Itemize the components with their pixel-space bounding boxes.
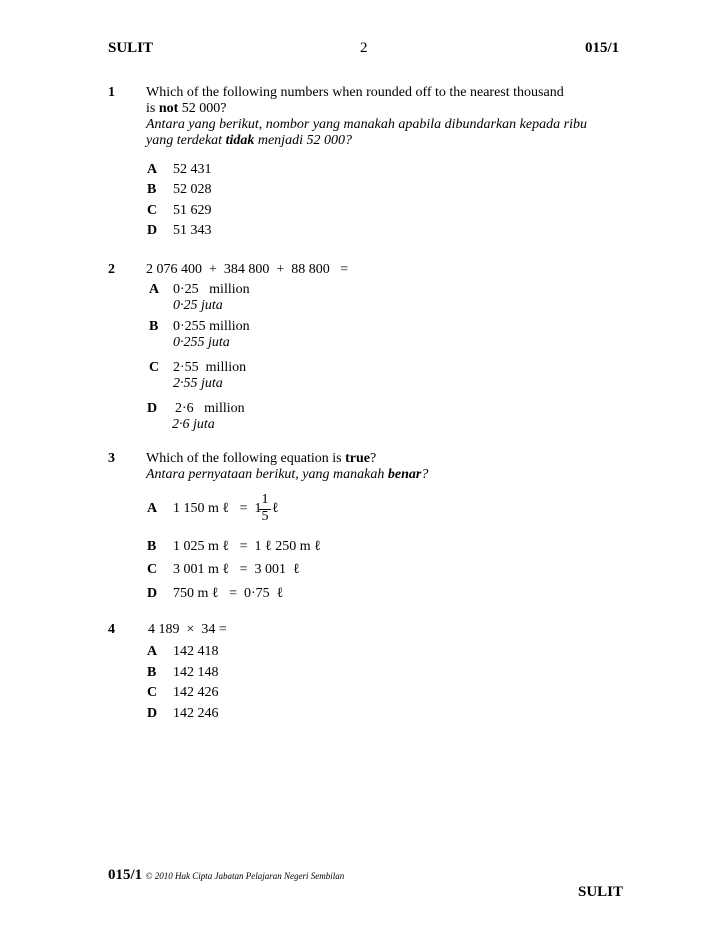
footer-sulit: SULIT	[578, 884, 624, 900]
option-letter: C	[147, 203, 158, 218]
question-stem: 2 076 400 + 384 800 + 88 800 =	[146, 262, 349, 277]
question-stem: 4 189 × 34 =	[148, 622, 227, 637]
option-text: 1 025 m ℓ = 1 ℓ 250 m ℓ	[173, 539, 321, 554]
page-number: 2	[360, 40, 368, 56]
option-text-en: 0·25 million	[173, 282, 250, 297]
option-text: 52 431	[173, 162, 212, 177]
option-letter: B	[149, 319, 159, 334]
fraction-denominator: 5	[261, 509, 269, 524]
litre-unit: ℓ	[272, 501, 279, 516]
header-paper-code: 015/1	[585, 40, 620, 56]
option-text: 51 343	[173, 223, 212, 238]
option-text: 142 418	[173, 644, 219, 659]
question-number: 1	[108, 85, 115, 100]
option-letter: A	[149, 282, 160, 297]
question-text-ms-line2: yang terdekat tidak menjadi 52 000?	[146, 133, 352, 148]
option-letter: D	[147, 223, 158, 238]
option-letter: C	[147, 562, 158, 577]
option-text: 142 246	[173, 706, 219, 721]
option-text-en: 0·255 million	[173, 319, 250, 334]
question-text-ms: Antara yang berikut, nombor yang manakah apabila dibundarkan kepada ribu	[146, 117, 587, 132]
option-letter: D	[147, 586, 158, 601]
option-text-ms: 0·25 juta	[173, 298, 223, 313]
question-text-en: Which of the following numbers when rounded off to the nearest thousand	[146, 85, 564, 100]
option-text-en: 2·55 million	[173, 360, 247, 375]
option-text-en: 2·6 million	[175, 401, 245, 416]
option-letter: A	[147, 162, 158, 177]
question-number: 2	[108, 262, 115, 277]
footer	[108, 867, 344, 884]
option-letter: D	[147, 706, 158, 721]
option-letter: B	[147, 665, 157, 680]
option-text: 142 426	[173, 685, 219, 700]
question-text-en: Which of the following equation is true?	[146, 451, 377, 466]
option-letter: C	[147, 685, 158, 700]
footer-copyright: © 2010 Hak Cipta Jabatan Pelajaran Negeri Sembilan	[145, 871, 345, 881]
option-letter: B	[147, 182, 157, 197]
option-letter: A	[147, 501, 158, 516]
option-text-ms: 2·6 juta	[172, 417, 215, 432]
option-letter: C	[149, 360, 160, 375]
option-text: 52 028	[173, 182, 212, 197]
option-text-ms: 0·255 juta	[173, 335, 230, 350]
option-letter: D	[147, 401, 158, 416]
header-sulit: SULIT	[108, 40, 154, 56]
option-text-ms: 2·55 juta	[173, 376, 223, 391]
option-letter: B	[147, 539, 157, 554]
option-text: 3 001 m ℓ = 3 001 ℓ	[173, 562, 300, 577]
option-text: 750 m ℓ = 0·75 ℓ	[173, 586, 284, 601]
option-text: 1 150 m ℓ = 1	[173, 501, 262, 516]
footer-paper-code: 015/1	[108, 867, 143, 883]
option-letter: A	[147, 644, 158, 659]
option-text: 51 629	[173, 203, 212, 218]
option-text: 142 148	[173, 665, 219, 680]
question-number: 4	[108, 622, 115, 637]
question-number: 3	[108, 451, 115, 466]
question-text-ms: Antara pernyataan berikut, yang manakah benar?	[146, 467, 429, 482]
fraction-numerator: 1	[261, 492, 269, 507]
question-text-en-line2: is not 52 000?	[146, 101, 227, 116]
